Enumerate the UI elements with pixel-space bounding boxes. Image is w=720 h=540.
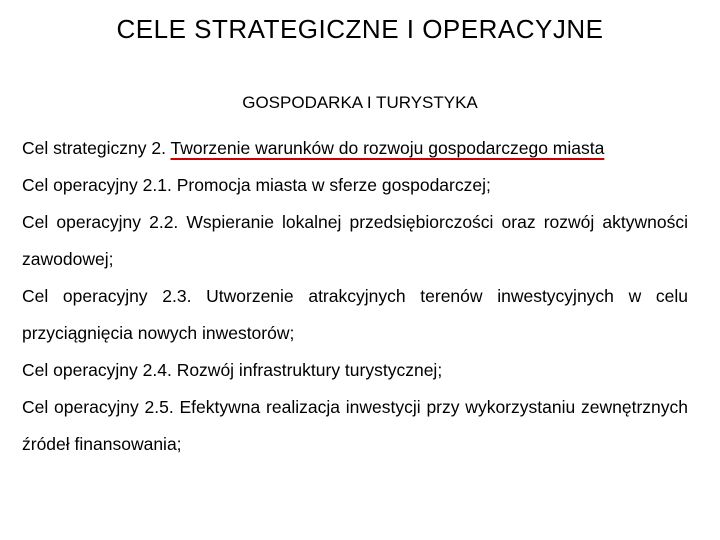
operational-goal-label: Cel operacyjny 2.2. bbox=[22, 212, 179, 232]
operational-goal bbox=[22, 278, 688, 352]
operational-goal bbox=[22, 352, 688, 389]
operational-goal-text: Promocja miasta w sferze gospodarczej; bbox=[176, 175, 491, 195]
operational-goal-text: Efektywna realizacja inwestycji przy wykorzystaniu zewnętrznych źródeł finansowania; bbox=[22, 397, 688, 454]
strategic-goal-text: Tworzenie warunków do rozwoju gospodarczego miasta bbox=[170, 138, 605, 158]
section-heading-text: GOSPODARKA I TURYSTYKA bbox=[242, 93, 478, 112]
operational-goal-label: Cel operacyjny 2.4. bbox=[22, 360, 172, 380]
strategic-goal bbox=[22, 130, 688, 167]
operational-goal-label: Cel operacyjny 2.3. bbox=[22, 286, 192, 306]
operational-goal-text: Wspieranie lokalnej przedsiębiorczości oraz rozwój aktywności zawodowej; bbox=[22, 212, 688, 269]
slide-title: CELE STRATEGICZNE I OPERACYJNE bbox=[116, 14, 604, 44]
operational-goal bbox=[22, 204, 688, 278]
operational-goal bbox=[22, 167, 688, 204]
operational-goal-label: Cel operacyjny 2.1. bbox=[22, 175, 172, 195]
operational-goal-text: Rozwój infrastruktury turystycznej; bbox=[176, 360, 443, 380]
operational-goal bbox=[22, 389, 688, 463]
goals-list bbox=[22, 130, 688, 463]
operational-goal-label: Cel operacyjny 2.5. bbox=[22, 397, 174, 417]
operational-goal-text: Utworzenie atrakcyjnych terenów inwestycyjnych w celu przyciągnięcia nowych inwestorów; bbox=[22, 286, 688, 343]
section-heading bbox=[0, 93, 720, 113]
strategic-goal-label: Cel strategiczny 2. bbox=[22, 138, 166, 158]
